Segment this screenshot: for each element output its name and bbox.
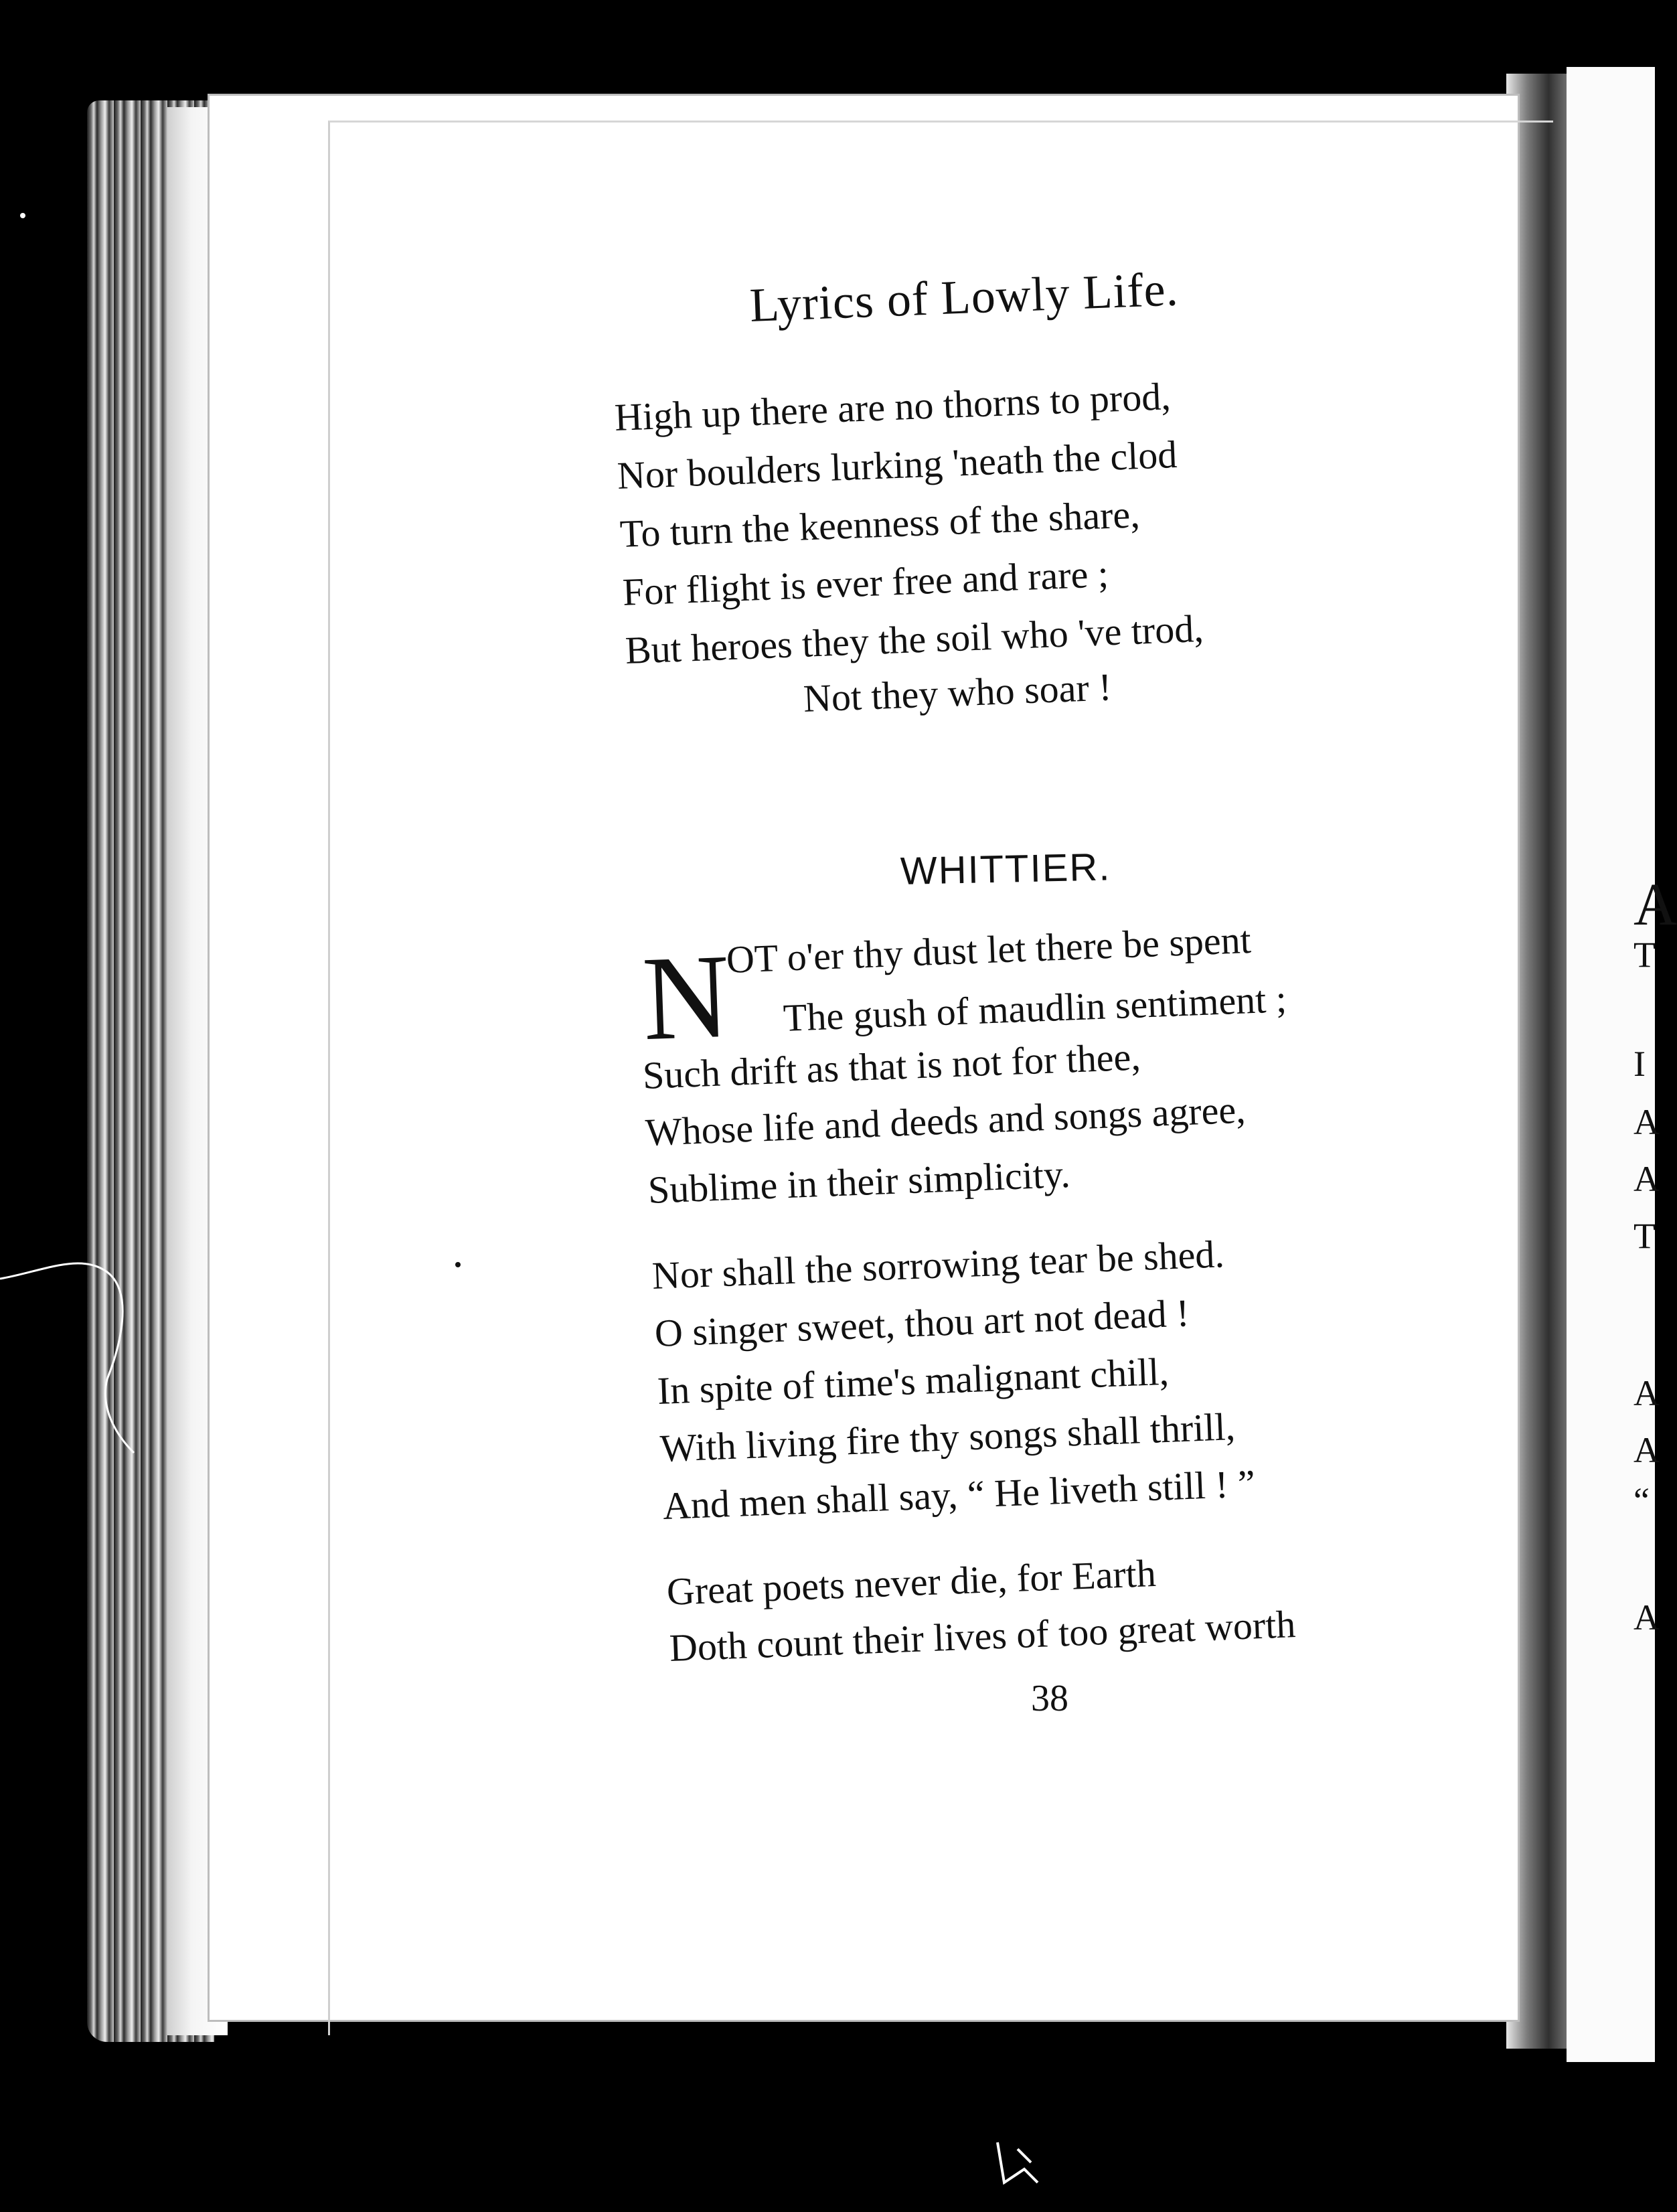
poem-line: With living fire thy songs shall thrill, bbox=[659, 1405, 1236, 1470]
poem-line: To turn the keenness of the share, bbox=[619, 492, 1141, 556]
facing-page-letter: A bbox=[1633, 1430, 1660, 1470]
scan-speck bbox=[20, 213, 25, 218]
facing-page-letter: A bbox=[1633, 872, 1677, 938]
facing-page-letter: A bbox=[1633, 1102, 1660, 1142]
facing-page-letter: T bbox=[1633, 935, 1656, 975]
facing-page-letter: T bbox=[1633, 1216, 1656, 1256]
poem-line: For flight is ever free and rare ; bbox=[621, 552, 1110, 614]
facing-page-letter: “ bbox=[1633, 1480, 1650, 1520]
running-title: Lyrics of Lowly Life. bbox=[748, 262, 1180, 332]
poem-line: Doth count their lives of too great worth bbox=[668, 1602, 1297, 1670]
bottom-scan-mark bbox=[991, 2129, 1071, 2196]
poem-line: Great poets never die, for Earth bbox=[665, 1551, 1157, 1613]
facing-page-letter: A bbox=[1633, 1373, 1660, 1413]
poem-line: Sublime in their simplicity. bbox=[647, 1152, 1071, 1212]
poem-line: In spite of time's malignant chill, bbox=[656, 1349, 1170, 1413]
poem-line: Nor boulders lurking 'neath the clod bbox=[616, 432, 1178, 497]
poem-line: O singer sweet, thou art not dead ! bbox=[653, 1291, 1190, 1355]
poem-line: Nor shall the sorrowing tear be shed. bbox=[651, 1232, 1225, 1297]
facing-page-letter: I bbox=[1633, 1044, 1646, 1084]
facing-page-letter: A bbox=[1633, 1597, 1660, 1638]
page-number: 38 bbox=[1031, 1678, 1068, 1719]
loose-thread-mark bbox=[0, 1192, 174, 1459]
poem-line: The gush of maudlin sentiment ; bbox=[782, 977, 1287, 1040]
drop-cap: N bbox=[640, 929, 732, 1066]
facing-page-letter: A bbox=[1633, 1159, 1660, 1199]
poem-line: Such drift as that is not for thee, bbox=[641, 1034, 1141, 1097]
poem-line: High up there are no thorns to prod, bbox=[613, 374, 1172, 439]
poem-line: But heroes they the soil who 've trod, bbox=[624, 606, 1204, 672]
poem-line: And men shall say, “ He liveth still ! ” bbox=[661, 1462, 1256, 1528]
poem-line: OT o'er thy dust let there be spent bbox=[725, 917, 1252, 981]
scan-speck bbox=[455, 1262, 461, 1267]
poem-title: WHITTIER. bbox=[900, 845, 1112, 893]
poem-line: Whose life and deeds and songs agree, bbox=[644, 1087, 1247, 1154]
poem-line: Not they who soar ! bbox=[802, 665, 1113, 720]
